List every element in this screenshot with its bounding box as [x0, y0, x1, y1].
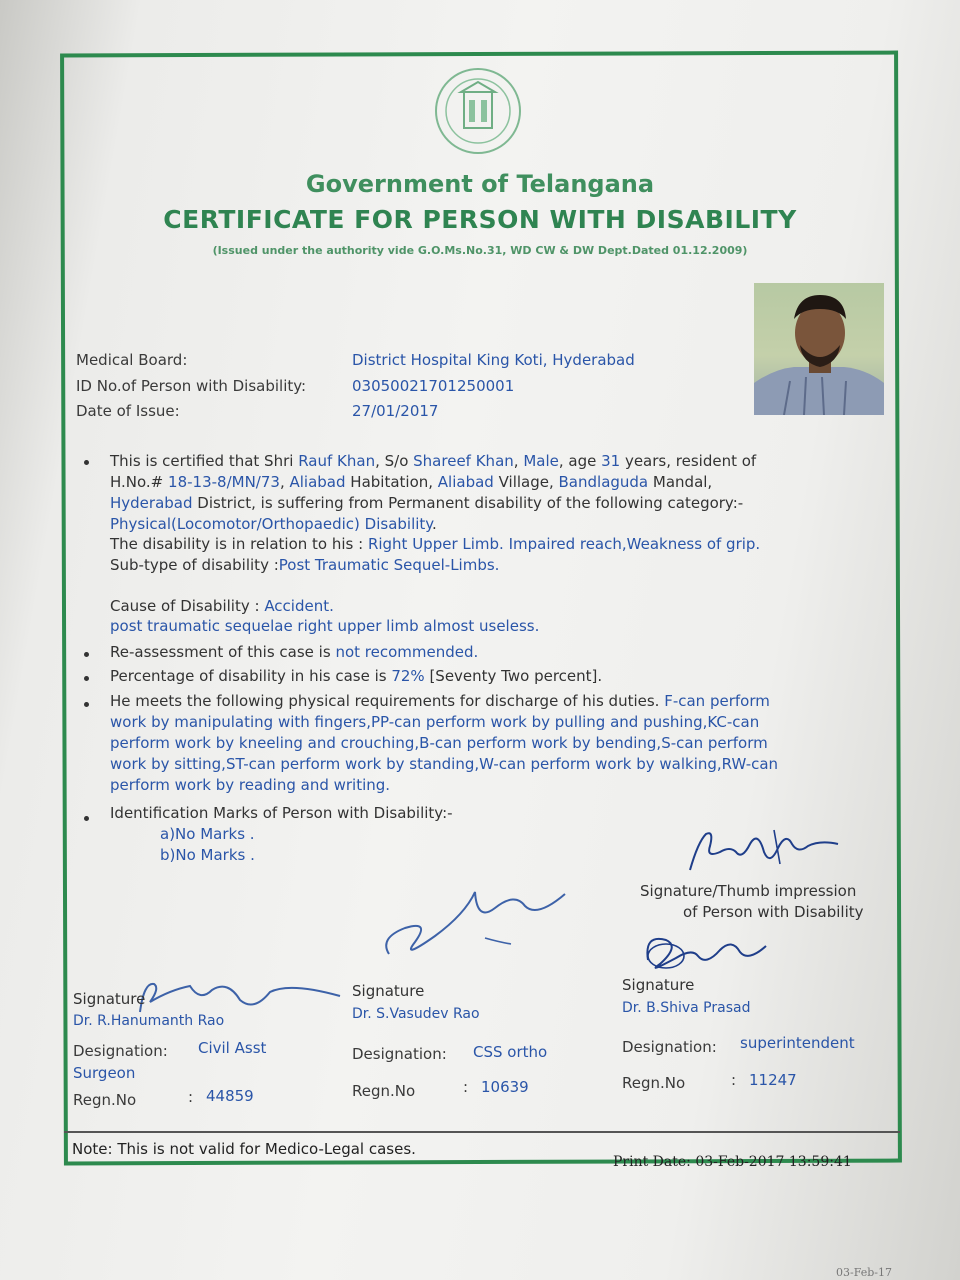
doctor-1-designation-label: Designation: [73, 1042, 168, 1060]
reassessment-text: Re-assessment of this case is not recommended. [110, 643, 479, 661]
doctor-2-regn: 10639 [481, 1078, 529, 1096]
disability-relation: The disability is in relation to his : Right Upper Limb. Impaired reach,Weakness of grip. [110, 535, 761, 553]
identification-mark-a: a)No Marks . [160, 825, 255, 843]
certify-line-1: This is certified that Shri Rauf Khan, S/o Shareef Khan, Male, age 31 years, resident of [110, 452, 757, 470]
note-divider [64, 1131, 900, 1133]
medical-board-label: Medical Board: [76, 351, 188, 369]
id-label: ID No.of Person with Disability: [76, 377, 307, 395]
person-photo [754, 283, 884, 415]
government-seal-icon [435, 68, 521, 154]
doctor-1-regn: 44859 [206, 1087, 254, 1105]
doctor-3-designation: superintendent [740, 1034, 855, 1052]
doctor-1-regn-label: Regn.No [73, 1091, 137, 1109]
requirements-line-2: work by manipulating with fingers,PP-can perform work by pulling and pushing,KC-can [110, 713, 760, 731]
bullet-icon [84, 652, 89, 657]
disability-subtype: Sub-type of disability :Post Traumatic Sequel-Limbs. [110, 556, 500, 574]
doctor-3-regn: 11247 [749, 1071, 797, 1089]
certify-line-3: Hyderabad District, is suffering from Permanent disability of the following category:- [110, 494, 744, 512]
identification-marks-label: Identification Marks of Person with Disability:- [110, 804, 453, 822]
bullet-icon [84, 816, 89, 821]
issued-under-text: (Issued under the authority vide G.O.Ms.No.31, WD CW & DW Dept.Dated 01.12.2009) [212, 244, 748, 257]
doctor-3-name: Dr. B.Shiva Prasad [622, 1000, 751, 1016]
date-of-issue-label: Date of Issue: [76, 402, 180, 420]
bullet-icon [84, 676, 89, 681]
doctor-1-signature-label: Signature [73, 990, 146, 1008]
id-value: 03050021701250001 [352, 377, 515, 395]
requirements-line-3: perform work by kneeling and crouching,B-can perform work by bending,S-can perform [110, 734, 768, 752]
bullet-icon [84, 702, 89, 707]
requirements-line-4: work by sitting,ST-can perform work by standing,W-can perform work by walking,RW-can [110, 755, 779, 773]
doctor-3-regn-separator: : [731, 1071, 737, 1089]
disability-cause-detail: post traumatic sequelae right upper limb almost useless. [110, 617, 540, 635]
doctor-3-designation-label: Designation: [622, 1038, 717, 1056]
doctor-1-designation: Civil Asst [198, 1039, 267, 1057]
bullet-icon [84, 460, 89, 465]
print-date: Print Date: 03-Feb-2017 13:59:41 [613, 1154, 852, 1170]
percentage-text: Percentage of disability in his case is 72% [Seventy Two percent]. [110, 667, 603, 685]
doctor-2-regn-label: Regn.No [352, 1082, 416, 1100]
certify-line-4: Physical(Locomotor/Orthopaedic) Disability. [110, 515, 437, 533]
medical-board-value: District Hospital King Koti, Hyderabad [352, 351, 635, 369]
doctor-3-regn-label: Regn.No [622, 1074, 686, 1092]
disability-cause: Cause of Disability : Accident. [110, 597, 334, 615]
doctor-2-signature-icon [375, 878, 575, 968]
person-signature-label-1: Signature/Thumb impression [640, 882, 857, 900]
doctor-2-designation: CSS ortho [473, 1043, 548, 1061]
requirements-line-1: He meets the following physical requirements for discharge of his duties. F-can perform [110, 692, 770, 710]
doctor-1-name: Dr. R.Hanumanth Rao [73, 1013, 225, 1029]
date-of-issue-value: 27/01/2017 [352, 402, 439, 420]
identification-mark-b: b)No Marks . [160, 846, 255, 864]
doctor-2-regn-separator: : [463, 1078, 469, 1096]
government-heading: Government of Telangana [305, 170, 655, 198]
doctor-2-designation-label: Designation: [352, 1045, 447, 1063]
corner-date-stamp: 03-Feb-17 [836, 1266, 893, 1279]
certify-line-2: H.No.# 18-13-8/MN/73, Aliabad Habitation, Aliabad Village, Bandlaguda Mandal, [110, 473, 713, 491]
person-signature-label-2: of Person with Disability [683, 903, 864, 921]
certificate-title: CERTIFICATE FOR PERSON WITH DISABILITY [163, 205, 797, 234]
requirements-line-5: perform work by reading and writing. [110, 776, 391, 794]
doctor-3-signature-icon [636, 920, 776, 980]
doctor-1-regn-separator: : [188, 1088, 194, 1106]
doctor-2-name: Dr. S.Vasudev Rao [352, 1006, 480, 1022]
doctor-1-designation-2: Surgeon [73, 1064, 136, 1082]
doctor-2-signature-label: Signature [352, 982, 425, 1000]
medico-legal-note: Note: This is not valid for Medico-Legal cases. [72, 1140, 416, 1158]
doctor-3-signature-label: Signature [622, 976, 695, 994]
person-signature-icon [680, 822, 850, 882]
